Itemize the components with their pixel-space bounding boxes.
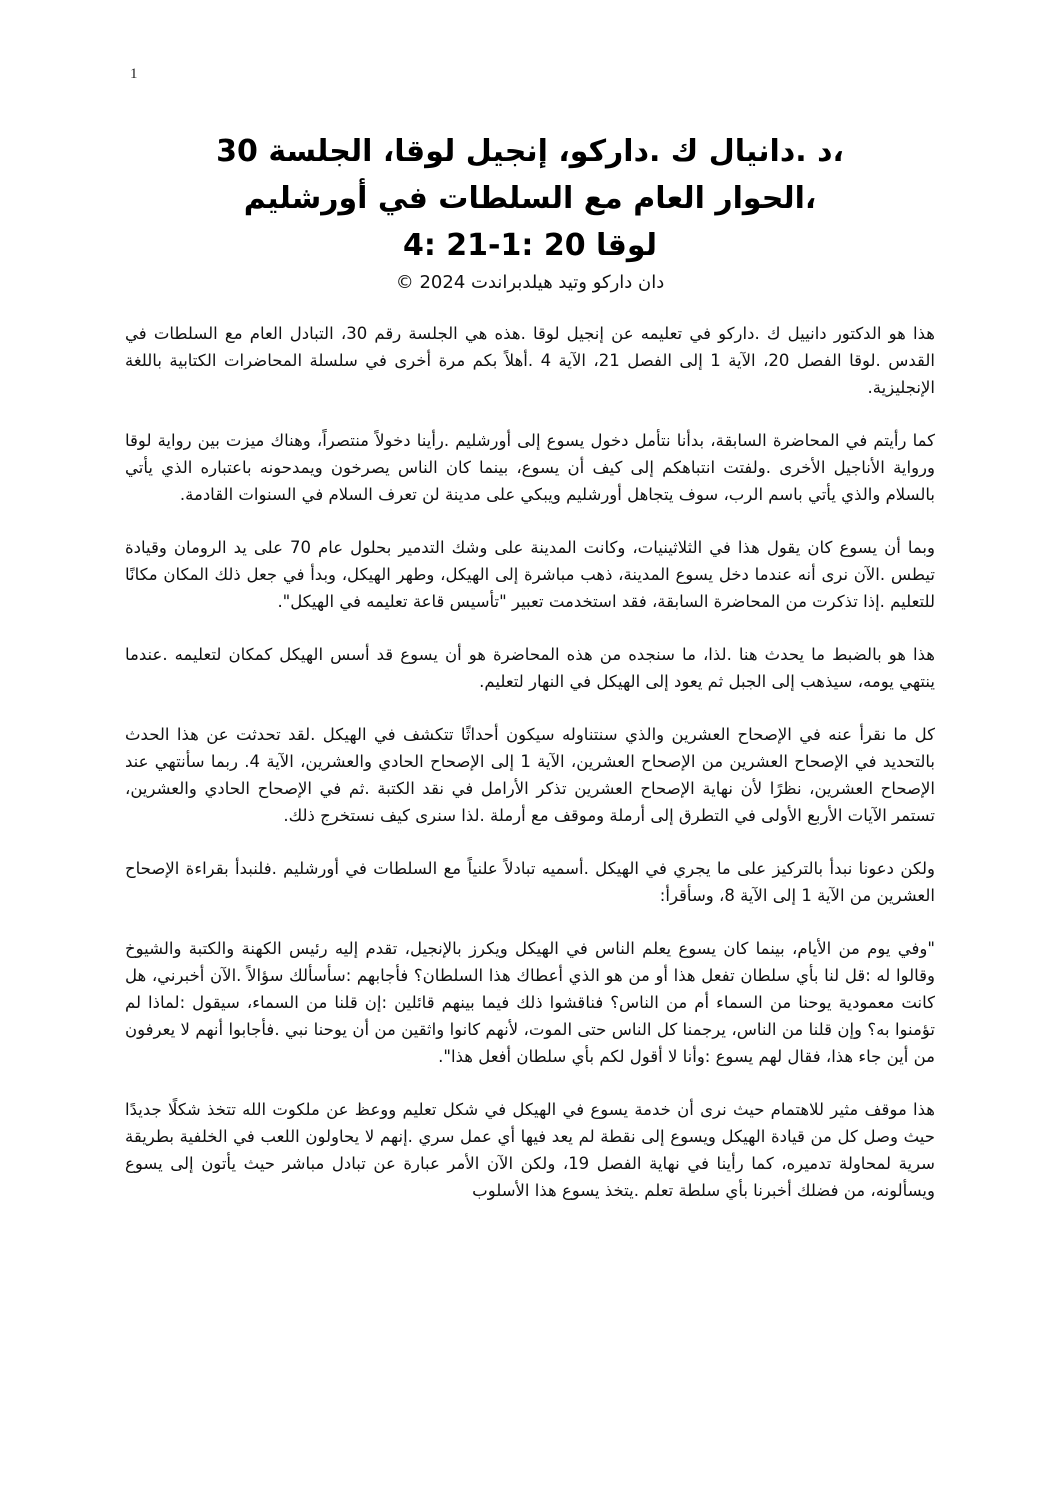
document-header <box>120 128 940 297</box>
document-title-line-1: ،د .دانيال ك .داركو، إنجيل لوقا، الجلسة 30 <box>216 134 844 169</box>
document-body <box>125 320 935 1230</box>
paragraph: كل ما نقرأ عنه في الإصحاح العشرين والذي سنتناوله سيكون أحداثًا تتكشف في الهيكل .لقد تحدثت عن هذا الحدث بالتحديد في الإصحاح العشرين من الإصحاح العشرين، الآية 1 إلى الإصحاح الحادي والعشرين، الآية 4. ربما سأنتهي عند الإصحاح العشرين، نظرًا لأن نهاية الإصحاح العشرين تذكر الأرامل في نقد الكتبة .ثم في الإصحاح الحادي والعشرين، تستمر الآيات الأربع الأولى في التطرق إلى أرملة وموقف مع أرملة .لذا سنرى كيف نستخرج ذلك. <box>125 725 936 825</box>
copyright-line: دان داركو وتيد هيلدبراندت 2024 © <box>395 272 665 293</box>
paragraph: وبما أن يسوع كان يقول هذا في الثلاثينيات، وكانت المدينة على وشك التدمير بحلول عام 70 على يد الرومان وقيادة تيطس .الآن نرى أنه عندما دخل يسوع المدينة، ذهب مباشرة إلى الهيكل، وطهر الهيكل، وبدأ في جعل ذلك المكان مكانًا للتعليم .إذا تذكرت من المحاضرة السابقة، فقد استخدمت تعبير "تأسيس قاعة تعليمه في الهيكل". <box>125 538 935 611</box>
paragraph: هذا موقف مثير للاهتمام حيث نرى أن خدمة يسوع في الهيكل في شكل تعليم ووعظ عن ملكوت الله تتخذ شكلًا جديدًا حيث وصل كل من قيادة الهيكل ويسوع إلى نقطة لم يعد فيها أي عمل سري .إنهم لا يحاولون اللعب في الخلفية بطريقة سرية لمحاولة تدميره، كما رأينا في نهاية الفصل 19، ولكن الآن الأمر عبارة عن تبادل مباشر حيث يأتون إلى يسوع ويسألونه، من فضلك أخبرنا بأي سلطة تعلم .يتخذ يسوع هذا الأسلوب <box>125 1100 935 1200</box>
paragraph: كما رأيتم في المحاضرة السابقة، بدأنا نتأمل دخول يسوع إلى أورشليم .رأينا دخولاً منتصراً، وهناك ميزت بين رواية لوقا ورواية الأناجيل الأخرى .ولفتت انتباهكم إلى كيف أن يسوع، بينما كان الناس يصرخون ويمدحونه باعتباره الذي يأتي بالسلام والذي يأتي باسم الرب، سوف يتجاهل أورشليم ويبكي على مدينة لن تعرف السلام في السنوات القادمة. <box>125 431 935 504</box>
paragraph: هذا هو بالضبط ما يحدث هنا .لذا، ما سنجده من هذه المحاضرة هو أن يسوع قد أسس الهيكل كمكان لتعليمه .عندما ينتهي يومه، سيذهب إلى الجبل ثم يعود إلى الهيكل في النهار لتعليم. <box>125 645 935 691</box>
document-title-line-2: ،الحوار العام مع السلطات في أورشليم <box>243 181 817 216</box>
paragraph: هذا هو الدكتور دانييل ك .داركو في تعليمه عن إنجيل لوقا .هذه هي الجلسة رقم 30، التبادل العام مع السلطات في القدس .لوقا الفصل 20، الآية 1 إلى الفصل 21، الآية 4 .أهلاً بكم مرة أخرى في سلسلة المحاضرات الكتابية باللغة الإنجليزية. <box>125 324 936 397</box>
document-title-line-3: لوقا 20 :1-21 :4 <box>402 228 658 263</box>
page-number: 1 <box>130 66 138 82</box>
paragraph: "وفي يوم من الأيام، بينما كان يسوع يعلم الناس في الهيكل ويكرز بالإنجيل، تقدم إليه رئيس الكهنة والكتبة والشيوخ وقالوا له :قل لنا بأي سلطان تفعل هذا أو من هو الذي أعطاك هذا السلطان؟ فأجابهم :سأسألك سؤالاً .الآن أخبرني، هل كانت معمودية يوحنا من السماء أم من الناس؟ فناقشوا ذلك فيما بينهم قائلين :إن قلنا من السماء، سيقول :لماذا لم تؤمنوا به؟ وإن قلنا من الناس، يرجمنا كل الناس حتى الموت، لأنهم كانوا واثقين من أن يوحنا نبي .فأجابوا أنهم لا يعرفون من أين جاء هذا، فقال لهم يسوع :وأنا لا أقول لكم بأي سلطان أفعل هذا". <box>125 939 935 1066</box>
paragraph: ولكن دعونا نبدأ بالتركيز على ما يجري في الهيكل .أسميه تبادلاً علنياً مع السلطات في أورشليم .فلنبدأ بقراءة الإصحاح العشرين من الآية 1 إلى الآية 8، وسأقرأ: <box>125 859 935 905</box>
